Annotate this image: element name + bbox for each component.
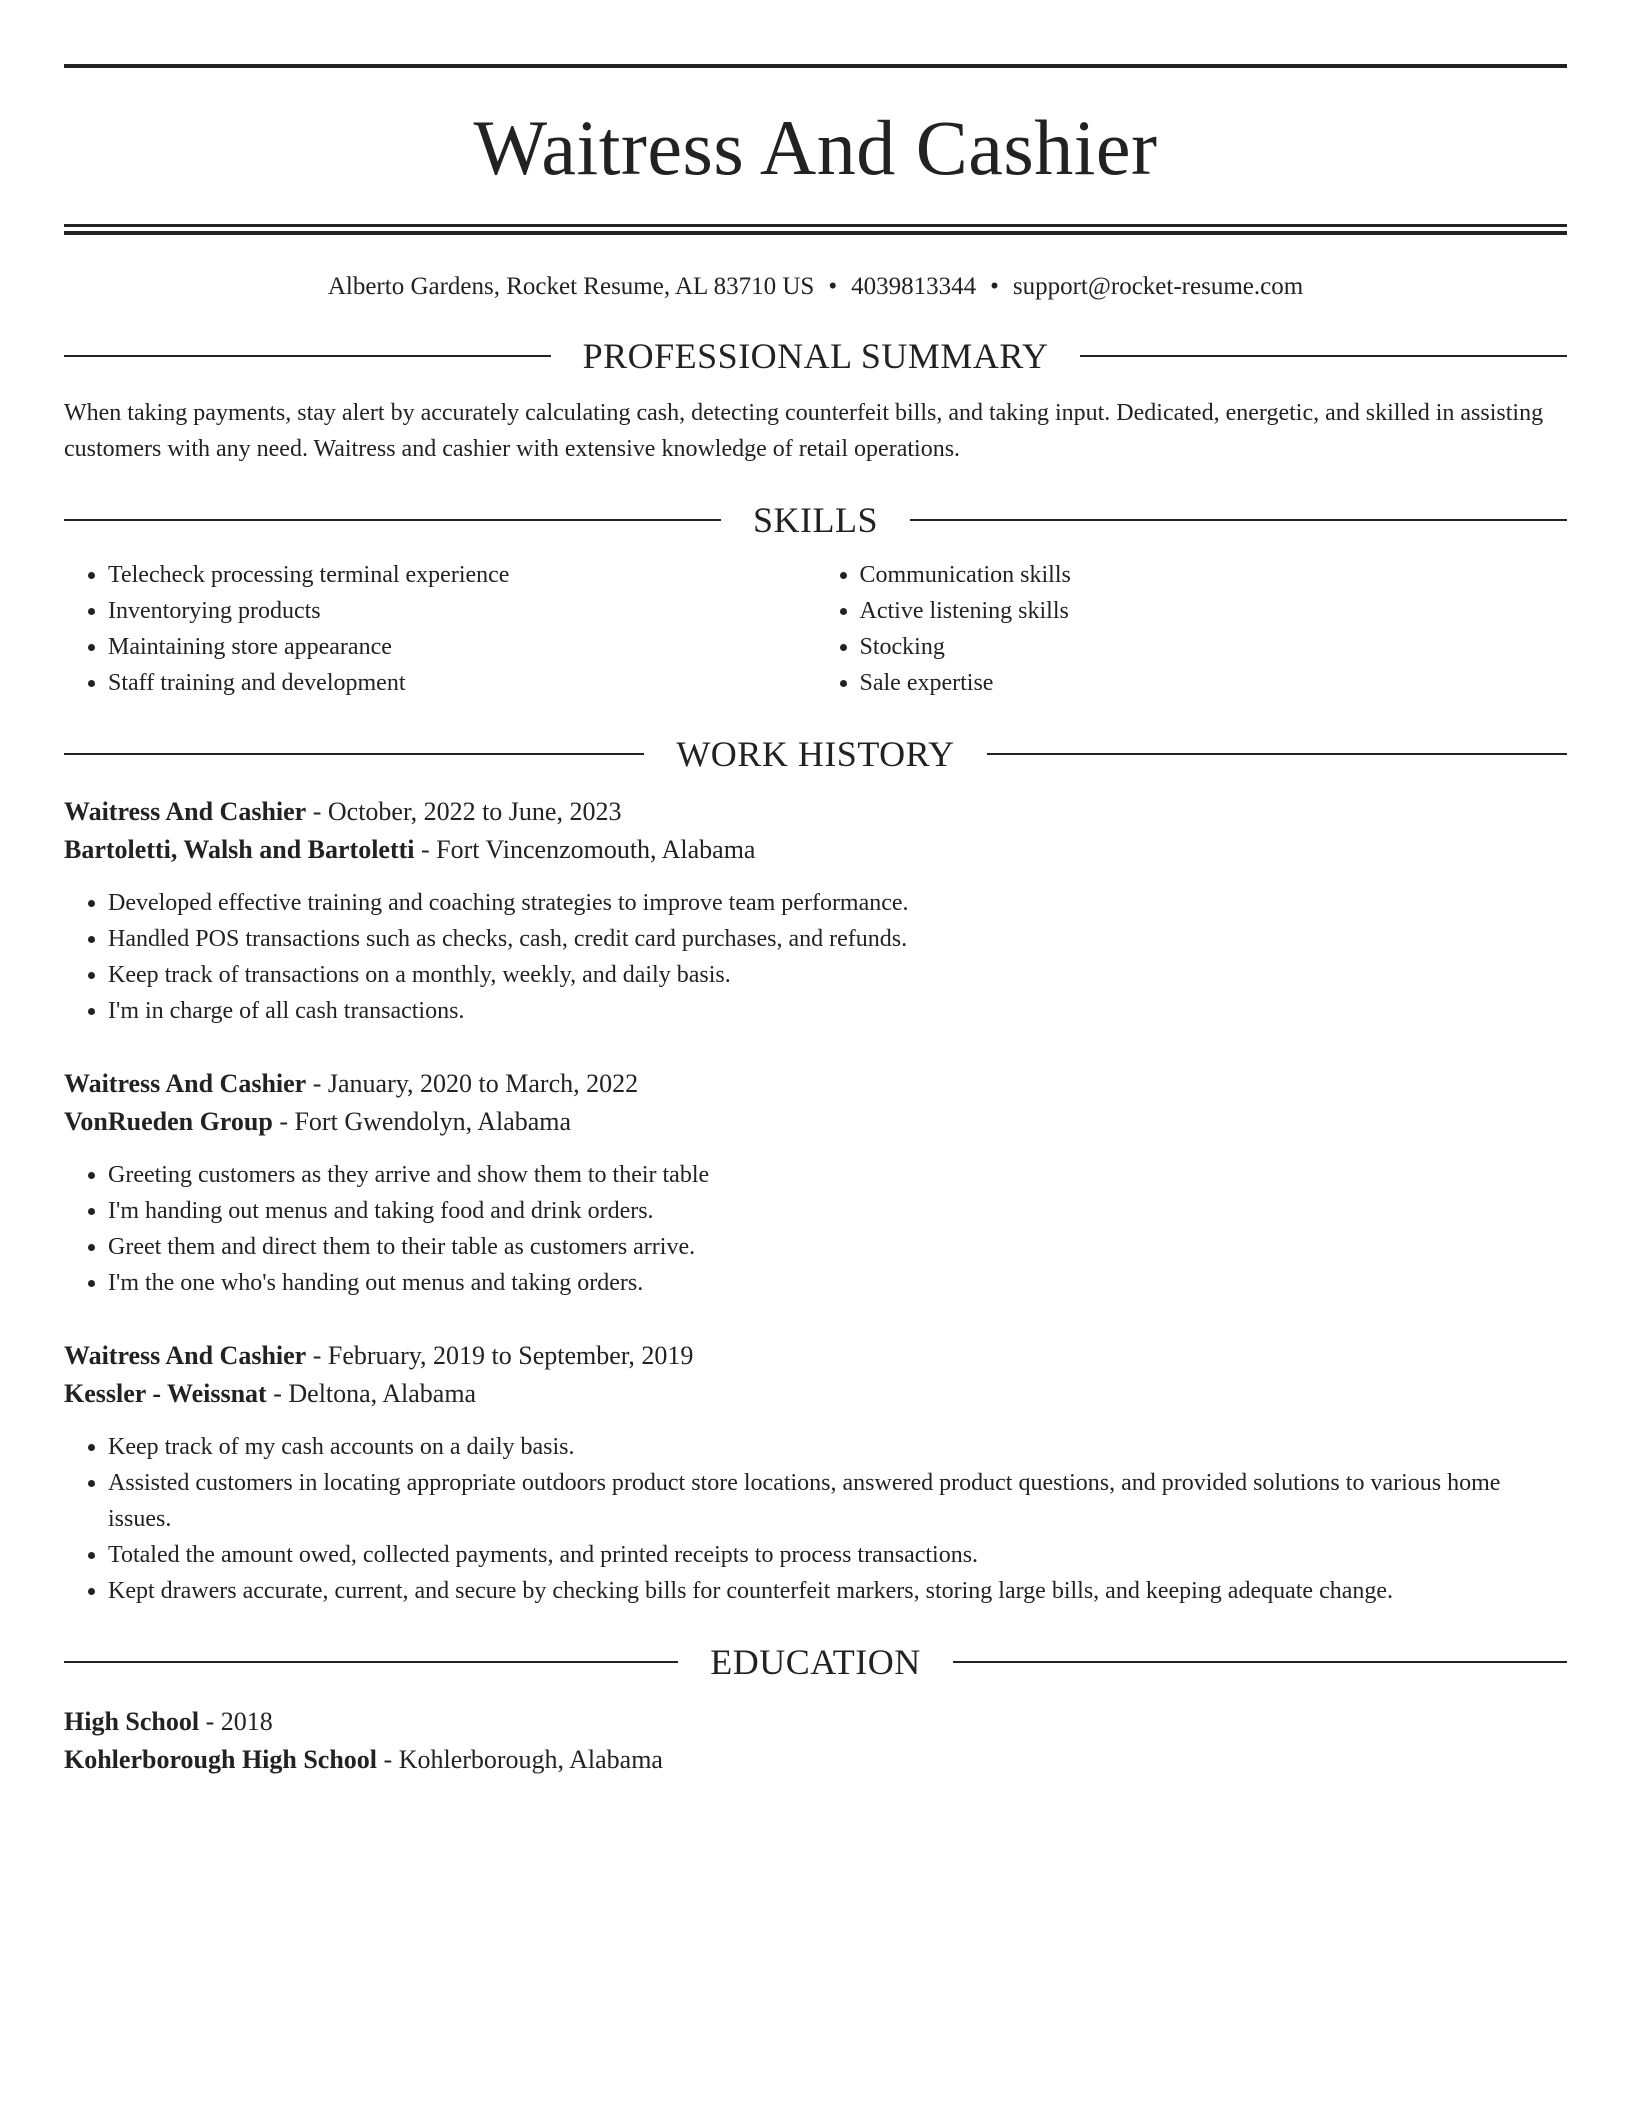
job-company: Kessler - Weissnat <box>64 1379 267 1408</box>
job-company-line <box>64 831 1567 869</box>
job-bullet: • I'm handing out menus and taking food and drink orders. <box>108 1193 1567 1229</box>
job-bullets <box>64 885 1567 1029</box>
job-bullets <box>64 1157 1567 1301</box>
skill-item: • Communication skills <box>860 557 1568 593</box>
contact-address: Alberto Gardens, Rocket Resume, AL 83710 US <box>327 273 815 300</box>
job-bullets <box>64 1429 1567 1609</box>
job-title-line <box>64 1065 1567 1103</box>
skill-item: • Maintaining store appearance <box>108 629 816 665</box>
section-rule <box>910 519 1567 521</box>
job-title-line <box>64 793 1567 831</box>
job-entry <box>64 1065 1567 1301</box>
contact-separator: • <box>990 273 999 300</box>
section-header-skills <box>64 499 1567 541</box>
section-rule <box>64 355 551 357</box>
top-rule <box>64 64 1567 68</box>
education-entry <box>64 1703 1567 1779</box>
job-bullet: • Greeting customers as they arrive and show them to their table <box>108 1157 1567 1193</box>
job-dates: - January, 2020 to March, 2022 <box>312 1069 639 1098</box>
skill-item: • Inventorying products <box>108 593 816 629</box>
job-bullet: • Developed effective training and coaching strategies to improve team performance. <box>108 885 1567 921</box>
skills-list-left <box>64 557 816 701</box>
education-school: Kohlerborough High School <box>64 1745 378 1774</box>
job-bullet: • Greet them and direct them to their table as customers arrive. <box>108 1229 1567 1265</box>
skills-columns <box>64 557 1567 701</box>
job-bullet: • Handled POS transactions such as checks, cash, credit card purchases, and refunds. <box>108 921 1567 957</box>
section-title-education: EDUCATION <box>710 1642 921 1682</box>
job-company-line <box>64 1103 1567 1141</box>
education-degree: High School <box>64 1707 200 1736</box>
section-title-summary: PROFESSIONAL SUMMARY <box>582 336 1049 376</box>
double-rule <box>64 224 1567 227</box>
job-location: - Deltona, Alabama <box>273 1379 477 1408</box>
education-year: - 2018 <box>205 1707 273 1736</box>
job-title: Waitress And Cashier <box>64 797 307 826</box>
job-title: Waitress And Cashier <box>64 1341 307 1370</box>
section-rule <box>64 753 644 755</box>
job-title-line <box>64 1337 1567 1375</box>
contact-line <box>64 271 1567 303</box>
contact-phone: 4039813344 <box>851 273 977 300</box>
section-rule <box>64 519 721 521</box>
job-bullet: • I'm the one who's handing out menus and taking orders. <box>108 1265 1567 1301</box>
job-dates: - February, 2019 to September, 2019 <box>312 1341 694 1370</box>
education-school-line <box>64 1741 1567 1779</box>
section-rule <box>64 1661 678 1663</box>
job-bullet: • Keep track of transactions on a monthly, weekly, and daily basis. <box>108 957 1567 993</box>
job-company: VonRueden Group <box>64 1107 273 1136</box>
section-title-skills: SKILLS <box>753 500 879 540</box>
job-company: Bartoletti, Walsh and Bartoletti <box>64 835 415 864</box>
section-header-work <box>64 733 1567 775</box>
job-entry <box>64 793 1567 1029</box>
job-company-line <box>64 1375 1567 1413</box>
skill-item: • Staff training and development <box>108 665 816 701</box>
skill-item: • Sale expertise <box>860 665 1568 701</box>
section-rule <box>953 1661 1567 1663</box>
job-dates: - October, 2022 to June, 2023 <box>312 797 622 826</box>
job-bullet: • Keep track of my cash accounts on a daily basis. <box>108 1429 1567 1465</box>
skill-item: • Stocking <box>860 629 1568 665</box>
resume-name: Waitress And Cashier <box>473 104 1158 191</box>
section-rule <box>1080 355 1567 357</box>
skill-item: • Active listening skills <box>860 593 1568 629</box>
section-title-work: WORK HISTORY <box>676 734 955 774</box>
job-entry <box>64 1337 1567 1609</box>
section-rule <box>987 753 1567 755</box>
skills-list-right <box>816 557 1568 701</box>
summary-text: When taking payments, stay alert by accurately calculating cash, detecting counterfeit bills, and taking input. Dedicated, energetic, and skilled in assisting customers with any need. Waitress and cashier with extensive knowledge of retail operations. <box>64 400 1544 462</box>
skill-item: • Telecheck processing terminal experience <box>108 557 816 593</box>
job-title: Waitress And Cashier <box>64 1069 307 1098</box>
contact-email: support@rocket-resume.com <box>1012 273 1304 300</box>
job-bullet: • Assisted customers in locating appropriate outdoors product store locations, answered product questions, and provided solutions to various home issues. <box>108 1465 1567 1537</box>
job-location: - Fort Gwendolyn, Alabama <box>279 1107 572 1136</box>
job-location: - Fort Vincenzomouth, Alabama <box>421 835 756 864</box>
education-degree-line <box>64 1703 1567 1741</box>
contact-separator: • <box>828 273 838 300</box>
job-bullet: • Kept drawers accurate, current, and secure by checking bills for counterfeit markers, storing large bills, and keeping adequate change. <box>108 1573 1567 1609</box>
education-location: - Kohlerborough, Alabama <box>383 1745 663 1774</box>
job-bullet: • I'm in charge of all cash transactions. <box>108 993 1567 1029</box>
job-bullet: • Totaled the amount owed, collected payments, and printed receipts to process transactions. <box>108 1537 1567 1573</box>
section-header-education <box>64 1641 1567 1683</box>
resume-page <box>64 64 1567 1779</box>
section-header-summary <box>64 335 1567 377</box>
